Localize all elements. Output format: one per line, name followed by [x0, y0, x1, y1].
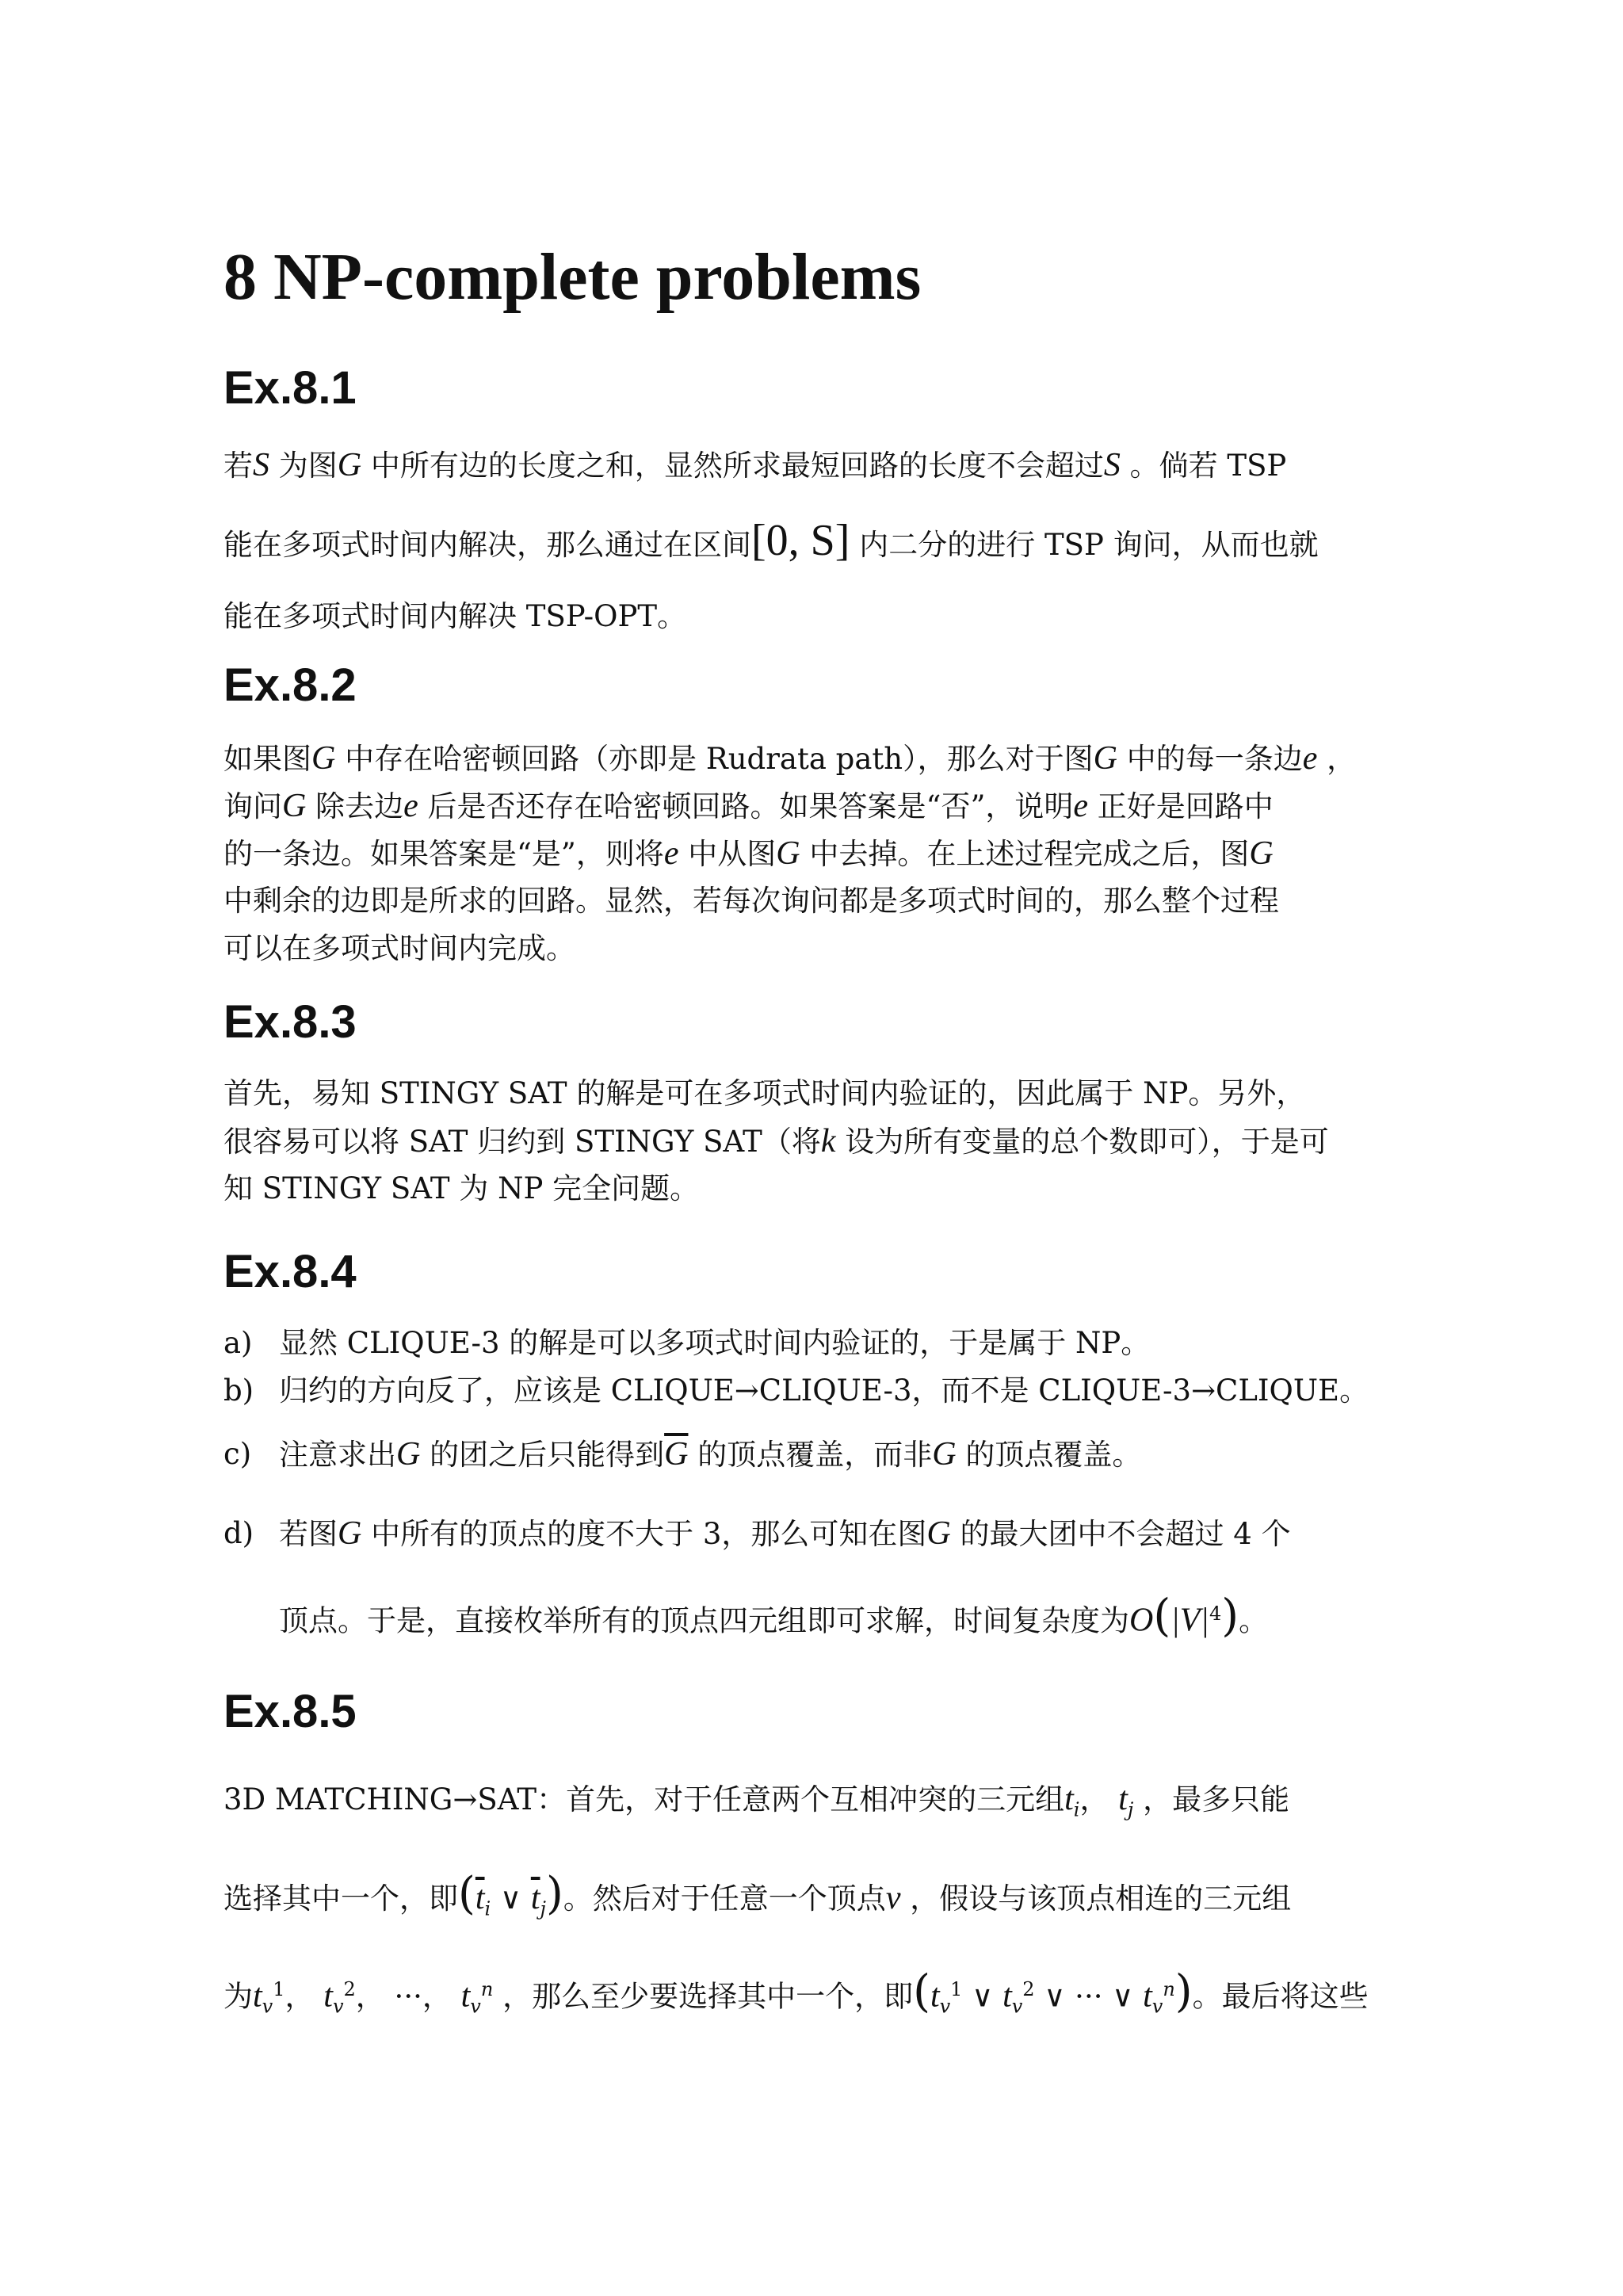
- text-line: 显然 CLIQUE-3 的解是可以多项式时间内验证的，于是属于 NP。: [279, 1326, 1151, 1360]
- section-heading-ex-8-4: Ex.8.4: [223, 1246, 357, 1297]
- list-item: a) 显然 CLIQUE-3 的解是可以多项式时间内验证的，于是属于 NP。: [223, 1320, 1412, 1367]
- text-line: 的一条边。如果答案是“是”，则将e 中从图G 中去掉。在上述过程完成之后，图G: [223, 835, 1274, 872]
- text-line: 能在多项式时间内解决，那么通过在区间[0, S] 内二分的进行 TSP 询问，从而也就: [223, 516, 1319, 565]
- text-line: 顶点。于是，直接枚举所有的顶点四元组即可求解，时间复杂度为$O(|V|^4)$。: [279, 1590, 1269, 1642]
- text-line: 注意求出G 的团之后只能得到$\overline{G}$ 的顶点覆盖，而非G 的顶点覆盖。: [279, 1436, 1142, 1473]
- text-line: 选择其中一个，即($\overline{t}_i$ ∨ $\overline{t}_j$)。然后对于任意一个顶点v ，假设与该顶点相连的三元组: [223, 1868, 1292, 1920]
- text-line: 3D MATCHING→SAT：首先，对于任意两个互相冲突的三元组$t_i$， $t_j$ ，最多只能: [223, 1781, 1290, 1821]
- text-line: 首先，易知 STINGY SAT 的解是可在多项式时间内验证的，因此属于 NP。另外，: [223, 1076, 1306, 1110]
- section-heading-ex-8-5: Ex.8.5: [223, 1686, 357, 1737]
- text-line: 可以在多项式时间内完成。: [223, 931, 575, 965]
- list-item: b) 归约的方向反了，应该是 CLIQUE→CLIQUE-3，而不是 CLIQUE-3→CLIQUE。: [223, 1367, 1412, 1415]
- ex-8-2-paragraph: [223, 735, 1412, 972]
- ex-8-5-paragraph: [223, 1752, 1412, 2037]
- text-line: 归约的方向反了，应该是 CLIQUE→CLIQUE-3，而不是 CLIQUE-3→CLIQUE。: [279, 1373, 1369, 1408]
- text-line: 很容易可以将 SAT 归约到 STINGY SAT（将k 设为所有变量的总个数即可），于是可: [223, 1123, 1329, 1159]
- text-line: 若S 为图G 中所有边的长度之和，显然所求最短回路的长度不会超过S 。倘若 TSP: [223, 447, 1287, 483]
- list-item: c) 注意求出G 的团之后只能得到$\overline{G}$ 的顶点覆盖，而非G 的顶点覆盖。: [223, 1415, 1412, 1494]
- list-item: d) 若图G 中所有的顶点的度不大于 3，那么可知在图G 的最大团中不会超过 4 个 顶点。于是，直接枚举所有的顶点四元组即可求解，时间复杂度为$O(|V|^4)$。: [223, 1494, 1412, 1660]
- text-line: 为$t_v^1$， $t_v^2$， ···， $t_v^n$ ，那么至少要选择其中一个，即($t_v^1$ ∨ $t_v^2$ ∨ ··· ∨ $t_v^n$)。最后将这些: [223, 1966, 1369, 2018]
- text-line: 知 STINGY SAT 为 NP 完全问题。: [223, 1171, 700, 1205]
- ex-8-3-paragraph: [223, 1070, 1412, 1213]
- section-heading-ex-8-2: Ex.8.2: [223, 659, 357, 711]
- section-heading-ex-8-3: Ex.8.3: [223, 996, 357, 1048]
- section-heading-ex-8-1: Ex.8.1: [223, 362, 357, 414]
- text-line: 如果图G 中存在哈密顿回路（亦即是 Rudrata path），那么对于图G 中的每一条边e ，: [223, 740, 1357, 777]
- text-line: 中剩余的边即是所求的回路。显然，若每次询问都是多项式时间的，那么整个过程: [223, 884, 1279, 918]
- ex-8-1-paragraph: [223, 428, 1412, 654]
- text-line: 若图G 中所有的顶点的度不大于 3，那么可知在图G 的最大团中不会超过 4 个: [279, 1515, 1291, 1552]
- chapter-title: 8 NP-complete problems: [223, 240, 922, 314]
- ex-8-4-list: [223, 1320, 1412, 1660]
- text-line: 能在多项式时间内解决 TSP-OPT。: [223, 599, 687, 633]
- text-line: 询问G 除去边e 后是否还存在哈密顿回路。如果答案是“否”，说明e 正好是回路中: [223, 788, 1274, 824]
